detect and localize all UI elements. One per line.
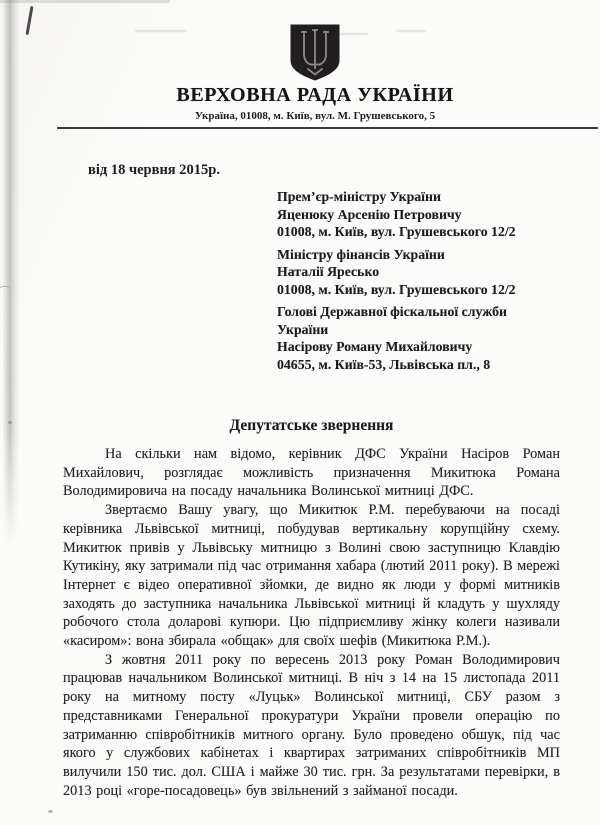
recipient-line: 04655, м. Київ-53, Львівська пл., 8 — [277, 356, 491, 372]
date-line: від 18 червня 2015р. — [88, 162, 220, 178]
recipient-line: Яценюку Арсенію Петровичу — [277, 206, 462, 222]
scan-speck — [48, 810, 53, 813]
paragraph-3: З жовтня 2011 року по вересень 2013 року Роман Володимирович працював начальником Волинської митниці. В ніч з 14 на 15 листопада 2011 року на митному посту «Луцьк» Волинської митниці, СБУ разом з представниками Генеральної прокуратури України провели операцію по затриманню співробітників митного органу. Було проведено обшук, під час якого у службових кабінетах і квартирах затриманих співробітників МП вилучили 150 тис. дол. США і майже 30 тис. грн. За результатами перевірки, в 2013 році «горе-посадовець» був звільнений з займаної посади. — [63, 651, 560, 799]
recipient-line: Насірову Роману Михайловичу — [277, 339, 473, 354]
document-title: Депутатське звернення — [229, 417, 394, 434]
recipient-line: Наталії Яресько — [277, 264, 380, 279]
ukraine-trident-emblem-icon — [289, 23, 341, 82]
recipient-block-prime-minister — [277, 188, 577, 241]
paragraph-2: Звертаємо Вашу увагу, що Микитюк Р.М. перебуваючи на посаді керівника Львівської митниці, побудував вертикальну корупційну схему. Микитюк привів у Львівську митницю з Волині свою заступницю Клавдію Кутикіну, яку затримали під час отримання хабара (лютий 2011 року). В мережі Інтернет є відео оперативної зйомки, де видно як люди у формі митників заходять до заступника начальника Львівської митниці й кладуть у шухляду робочого стола доларові купюри. Цю підприємливу жінку колеги називали «касиром»: вона збирала «общак» для своїх шефів (Микитюка Р.М.). — [63, 502, 560, 650]
recipient-line: Міністру фінансів України — [277, 246, 445, 262]
org-address: Україна, 01008, м. Київ, вул. М. Грушевського, 5 — [194, 110, 436, 122]
letterhead — [30, 23, 600, 122]
recipient-line: 01008, м. Київ, вул. Грушевського 12/2 — [277, 224, 516, 239]
recipient-block-finance-minister — [277, 246, 577, 299]
recipients — [277, 188, 577, 378]
recipient-line: України — [277, 321, 329, 337]
scan-top-edge — [0, 0, 170, 3]
scan-speck — [8, 421, 12, 424]
letter-body — [63, 445, 560, 800]
recipient-block-dfs-head — [277, 303, 577, 373]
recipient-line: 01008, м. Київ, вул. Грушевського 12/2 — [277, 281, 516, 297]
recipient-line: Голові Державної фіскальної служби — [277, 304, 507, 319]
recipient-line: Прем’єр-міністру України — [277, 189, 441, 204]
letterhead-divider — [57, 127, 598, 129]
paragraph-1: На скільки нам відомо, керівник ДФС України Насіров Роман Михайлович, розглядає можливість призначення Микитюка Романа Володимировича на посаду начальника Волинської митниці ДФС. — [63, 446, 560, 500]
scan-edge-fade — [0, 430, 26, 570]
org-name: ВЕРХОВНА РАДА УКРАЇНИ — [176, 84, 454, 106]
